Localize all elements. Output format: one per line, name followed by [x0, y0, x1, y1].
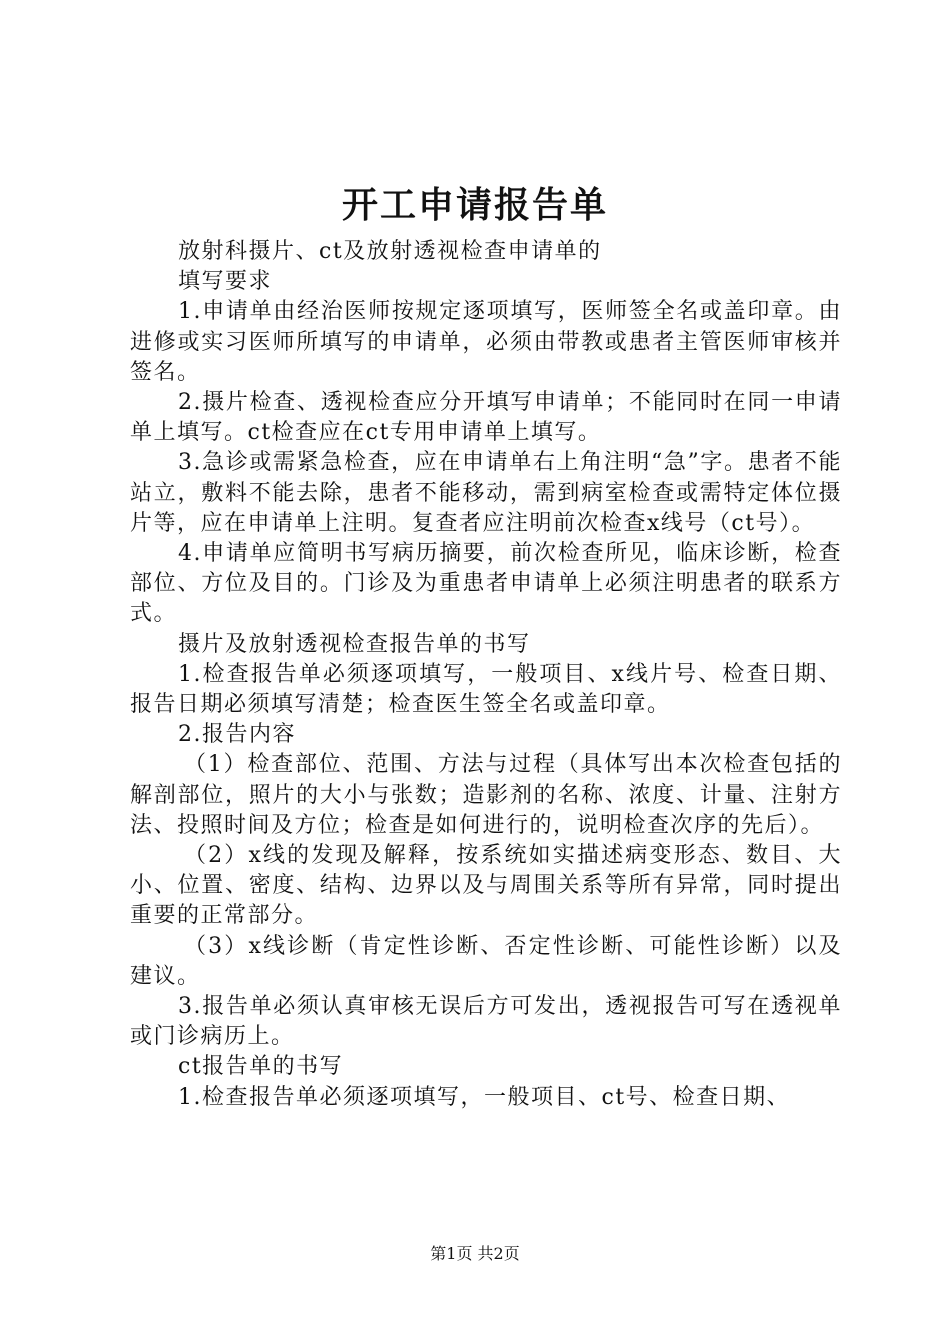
paragraph: 1.申请单由经治医师按规定逐项填写，医师签全名或盖印章。由进修或实习医师所填写的申请单，必须由带教或患者主管医师审核并签名。 — [130, 299, 842, 385]
section-heading: 摄片及放射透视检查报告单的书写 — [178, 631, 531, 657]
paragraph: 3.急诊或需紧急检查，应在申请单右上角注明“急”字。患者不能站立，敷料不能去除，患者不能移动，需到病室检查或需特定体位摄片等，应在申请单上注明。复查者应注明前次检查x线号（ct号）。 — [130, 450, 842, 536]
document-title: 开工申请报告单 — [341, 185, 608, 226]
paragraph: （3）x线诊断（肯定性诊断、否定性诊断、可能性诊断）以及建议。 — [130, 933, 842, 989]
paragraph: （1）检查部位、范围、方法与过程（具体写出本次检查包括的解剖部位，照片的大小与张数；造影剂的名称、浓度、计量、注射方法、投照时间及方位；检查是如何进行的，说明检查次序的先后）。 — [130, 752, 842, 838]
document-body — [130, 237, 842, 1113]
paragraph: 3.报告单必须认真审核无误后方可发出，透视报告可写在透视单或门诊病历上。 — [130, 994, 842, 1050]
section-heading: ct报告单的书写 — [178, 1054, 344, 1080]
page-number-footer: 第1页 共2页 — [430, 1244, 520, 1263]
paragraph: 填写要求 — [178, 269, 273, 295]
paragraph: 4.申请单应简明书写病历摘要，前次检查所见，临床诊断，检查部位、方位及目的。门诊及为重患者申请单上必须注明患者的联系方式。 — [130, 541, 842, 627]
paragraph: 2.摄片检查、透视检查应分开填写申请单；不能同时在同一申请单上填写。ct检查应在ct专用申请单上填写。 — [130, 390, 842, 446]
paragraph: 1.检查报告单必须逐项填写，一般项目、ct号、检查日期、 — [178, 1084, 791, 1110]
paragraph: 1.检查报告单必须逐项填写，一般项目、x线片号、检查日期、报告日期必须填写清楚；检查医生签全名或盖印章。 — [130, 661, 842, 718]
paragraph: 放射科摄片、ct及放射透视检查申请单的 — [178, 239, 602, 264]
paragraph: 2.报告内容 — [178, 722, 296, 748]
paragraph: （2）x线的发现及解释，按系统如实描述病变形态、数目、大小、位置、密度、结构、边界以及与周围关系等所有异常，同时提出重要的正常部分。 — [130, 843, 842, 929]
